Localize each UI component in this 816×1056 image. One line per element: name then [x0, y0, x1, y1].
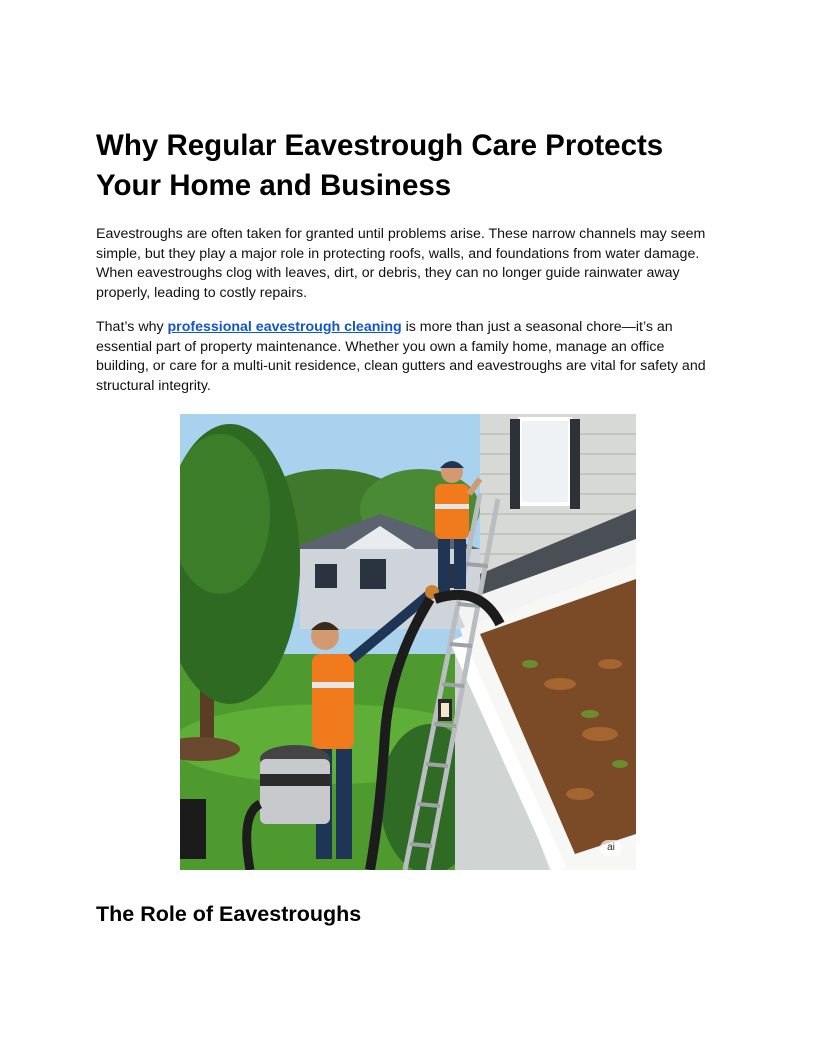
second-paragraph-rest: is more than just a seasonal chore—it’s an essential part of property maintenance. Whether you own a family home, manage an office building, or care for a multi-unit residence, clean gutters and eavestroughs are vital for safety and structural integrity. — [96, 319, 706, 394]
second-paragraph — [96, 318, 714, 396]
article-title: Why Regular Eavestrough Care Protects Your Home and Business — [96, 129, 664, 202]
section-heading: The Role of Eavestroughs — [96, 902, 362, 926]
eavestrough-cleaning-photo — [180, 414, 636, 870]
intro-paragraph: Eavestroughs are often taken for granted until problems arise. These narrow channels may seem simple, but they play a major role in protecting roofs, walls, and foundations from water damage. When eavestroughs clog with leaves, dirt, or debris, they can no longer guide rainwater away properly, leading to costly repairs. — [96, 226, 706, 301]
professional-eavestrough-cleaning-link[interactable]: professional eavestrough cleaning — [167, 319, 402, 335]
photo-illustration — [180, 414, 636, 870]
second-paragraph-lead: That’s why — [96, 319, 168, 335]
ai-generated-badge: ai — [600, 840, 622, 856]
